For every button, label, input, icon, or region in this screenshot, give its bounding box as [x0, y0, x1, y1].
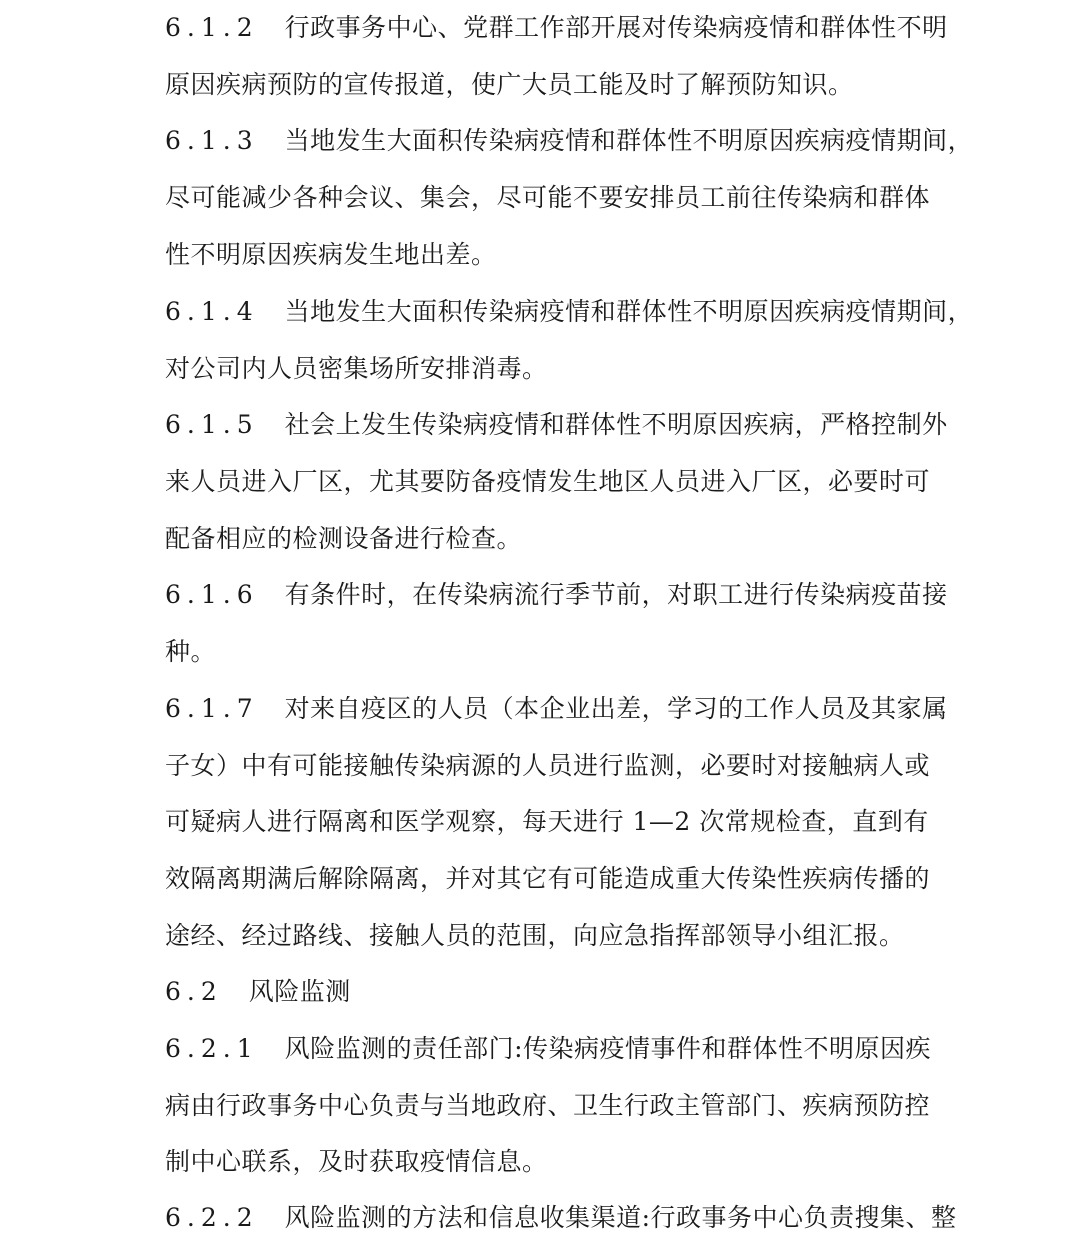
- line-text: 种。: [165, 637, 217, 666]
- line-text: 当地发生大面积传染病疫情和群体性不明原因疾病疫情期间，: [284, 297, 974, 326]
- line-text: 病由行政事务中心负责与当地政府、卫生行政主管部门、疾病预防控: [165, 1091, 931, 1120]
- line-text: 效隔离期满后解除隔离，并对其它有可能造成重大传染性疾病传播的: [165, 864, 931, 893]
- para-line: [165, 1078, 931, 1134]
- para-line: [165, 113, 974, 169]
- clause-number: 6.1.6: [165, 580, 259, 609]
- line-text: 行政事务中心、党群工作部开展对传染病疫情和群体性不明: [284, 13, 948, 42]
- line-text: 对公司内人员密集场所安排消毒。: [165, 354, 548, 383]
- line-text: 当地发生大面积传染病疫情和群体性不明原因疾病疫情期间，: [284, 126, 974, 155]
- section-heading: [165, 964, 925, 1020]
- para-line: [165, 738, 931, 794]
- line-text: 社会上发生传染病疫情和群体性不明原因疾病，严格控制外: [284, 410, 948, 439]
- line-text: 有条件时，在传染病流行季节前，对职工进行传染病疫苗接: [284, 580, 948, 609]
- line-text: 风险监测的方法和信息收集渠道:行政事务中心负责搜集、整: [284, 1203, 957, 1232]
- para-line: [165, 0, 948, 56]
- para-line: [165, 567, 948, 623]
- line-text: 子女）中有可能接触传染病源的人员进行监测，必要时对接触病人或: [165, 751, 931, 780]
- line-text: 配备相应的检测设备进行检查。: [165, 524, 523, 553]
- section-title: 风险监测: [248, 977, 351, 1006]
- para-line: [165, 511, 925, 567]
- para-line: [165, 624, 925, 680]
- para-line: [165, 681, 948, 737]
- line-text: 来人员进入厂区，尤其要防备疫情发生地区人员进入厂区，必要时可: [165, 467, 931, 496]
- para-line: [165, 284, 974, 340]
- clause-number: 6.1.4: [165, 297, 259, 326]
- line-text: 原因疾病预防的宣传报道，使广大员工能及时了解预防知识。: [165, 70, 854, 99]
- clause-number: 6.1.2: [165, 13, 259, 42]
- para-line: [165, 794, 929, 850]
- clause-number: 6.1.5: [165, 410, 259, 439]
- clause-number: 6.1.7: [165, 694, 259, 723]
- para-line: [165, 1134, 925, 1190]
- para-line: [165, 1021, 932, 1077]
- line-text: 对来自疫区的人员（本企业出差，学习的工作人员及其家属: [284, 694, 948, 723]
- line-text: 途经、经过路线、接触人员的范围，向应急指挥部领导小组汇报。: [165, 921, 905, 950]
- para-line: [165, 397, 948, 453]
- clause-number: 6.1.3: [165, 126, 259, 155]
- clause-number: 6.2.2: [165, 1203, 259, 1232]
- para-line: [165, 227, 925, 283]
- para-line: [165, 1190, 957, 1246]
- line-text: 尽可能减少各种会议、集会，尽可能不要安排员工前往传染病和群体: [165, 183, 931, 212]
- para-line: [165, 57, 925, 113]
- section-number: 6.2: [165, 977, 223, 1006]
- line-text: 性不明原因疾病发生地出差。: [165, 240, 497, 269]
- para-line: [165, 170, 931, 226]
- line-text: 可疑病人进行隔离和医学观察，每天进行 1—2 次常规检查，直到有: [165, 807, 929, 836]
- line-text: 风险监测的责任部门:传染病疫情事件和群体性不明原因疾: [284, 1034, 932, 1063]
- line-text: 制中心联系，及时获取疫情信息。: [165, 1147, 548, 1176]
- clause-number: 6.2.1: [165, 1034, 259, 1063]
- para-line: [165, 454, 931, 510]
- para-line: [165, 908, 925, 964]
- para-line: [165, 851, 931, 907]
- para-line: [165, 341, 925, 397]
